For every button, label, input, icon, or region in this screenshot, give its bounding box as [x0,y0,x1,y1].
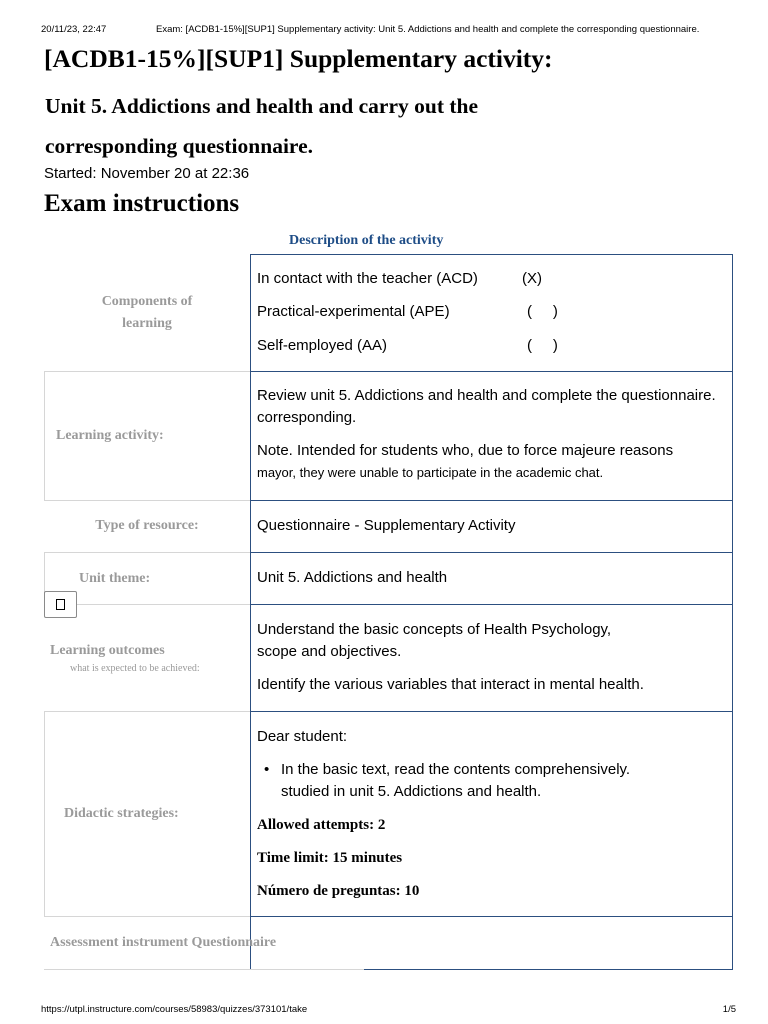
outcomes-text-2: Identify the various variables that interact in mental health. [257,676,644,693]
outcomes-text: Understand the basic concepts of Health Psychology, [257,621,612,638]
didactic-bullet [257,759,732,803]
resource-cell [250,500,733,553]
didactic-label-text: Didactic strategies: [64,806,179,821]
learning-activity-note-cont: mayor, they were unable to participate in the academic chat. [257,465,604,480]
learning-activity-label-text: Learning activity: [56,428,164,443]
didactic-bullet-text: In the basic text, read the contents comprehensively. [281,761,631,778]
outcomes-label-text: Learning outcomes [50,642,165,658]
quiz-subtitle-line1: Unit 5. Addictions and health and carry out the [45,94,479,118]
print-date: 20/11/23, 22:47 [41,24,107,35]
resource-label [44,500,250,553]
theme-value: Unit 5. Addictions and health [257,569,448,586]
row-learning-activity [44,371,733,501]
learning-activity-note: Note. Intended for students who, due to force majeure reasons [257,442,674,459]
row-outcomes [44,604,733,712]
component-name: Self-employed (AA) [257,337,388,354]
assessment-label-text: Assessment instrument Questionnaire [50,934,277,950]
allowed-attempts: Allowed attempts: 2 [257,817,386,833]
time-limit: Time limit: 15 minutes [257,850,403,866]
assessment-label [44,916,364,970]
resource-value: Questionnaire - Supplementary Activity [257,517,516,534]
learning-activity-cell [250,371,733,501]
exam-instructions-heading: Exam instructions [44,190,240,217]
didactic-bullet-text-cont: studied in unit 5. Addictions and health. [281,783,542,800]
learning-activity-text-cont: corresponding. [257,409,357,426]
components-label-line2: learning [122,315,172,331]
components-cell [250,254,733,372]
component-name: In contact with the teacher (ACD) [257,270,478,287]
component-item [257,301,732,335]
row-theme [44,552,733,605]
component-item [257,268,732,301]
didactic-greeting: Dear student: [257,728,348,745]
print-footer-url: https://utpl.instructure.com/courses/58983/quizzes/373101/take [41,1004,308,1015]
row-resource [44,500,733,553]
quiz-title: [ACDB1-15%][SUP1] Supplementary activity: [44,44,553,73]
quiz-subtitle [45,86,478,166]
outcomes-sublabel: what is expected to be achieved: [70,662,200,674]
didactic-label [44,711,250,917]
component-item [257,335,732,368]
row-didactic [44,711,733,917]
component-mark: (X) [522,270,542,287]
theme-cell [250,552,733,605]
row-components [44,254,733,372]
started-time: Started: November 20 at 22:36 [44,165,250,182]
box-icon [56,599,65,610]
learning-activity-text: Review unit 5. Addictions and health and complete the questionnaire. [257,387,716,404]
resource-label-text: Type of resource: [95,518,199,533]
bullet-icon: • [264,761,270,778]
float-button[interactable] [44,591,77,618]
print-page-title: Exam: [ACDB1-15%][SUP1] Supplementary activity: Unit 5. Addictions and health and complete the corresponding questionnaire. [156,24,700,35]
didactic-cell [250,711,733,917]
question-count: Número de preguntas: 10 [257,883,420,899]
component-mark: ( ) [527,337,558,354]
quiz-subtitle-line2: corresponding questionnaire. [45,134,313,158]
component-name: Practical-experimental (APE) [257,303,450,320]
components-label-line1: Components of [101,293,193,309]
outcomes-text-cont: scope and objectives. [257,643,402,660]
outcomes-label [44,604,250,712]
component-mark: ( ) [527,303,558,320]
table-caption: Description of the activity [289,233,444,248]
components-label [44,254,250,372]
theme-label-text: Unit theme: [79,570,151,586]
print-page-number: 1/5 [722,1004,736,1015]
learning-activity-label [44,371,250,501]
outcomes-cell [250,604,733,712]
row-assessment [44,916,733,970]
